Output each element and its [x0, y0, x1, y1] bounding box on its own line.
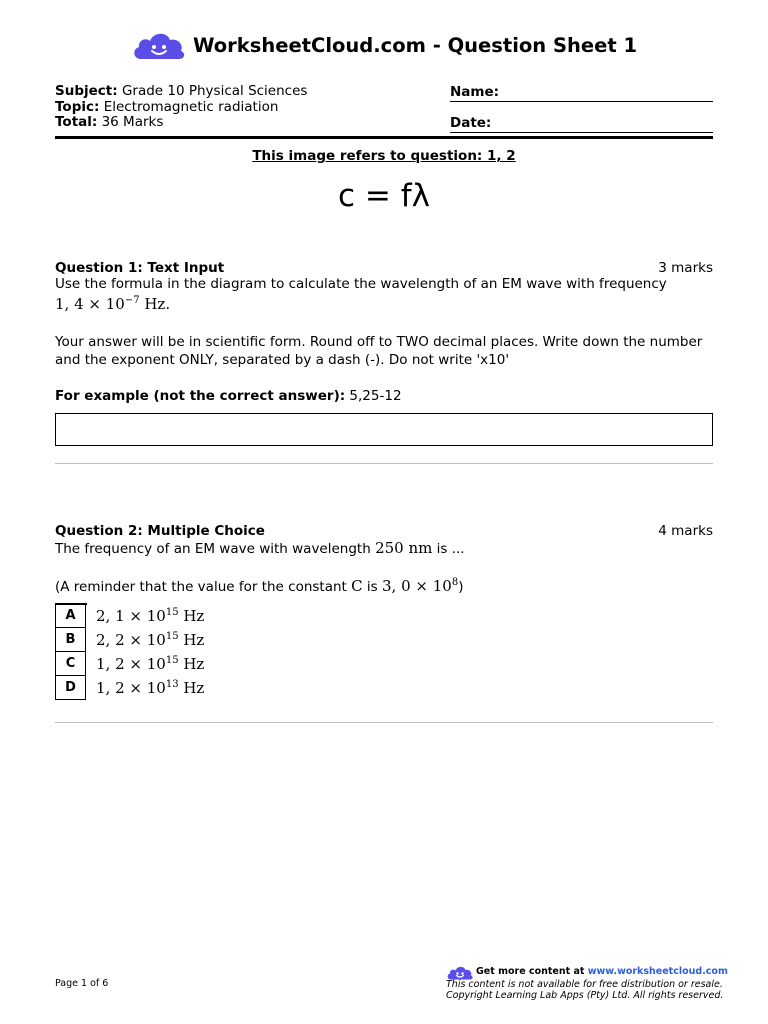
q2-reminder-value — [382, 577, 458, 595]
choice-base: 2, 1 × 10 — [96, 606, 166, 625]
q1-answer-input[interactable] — [55, 413, 713, 446]
q2-stem-end: is ... — [432, 541, 465, 557]
q2-reminder-end: ) — [458, 579, 464, 595]
q2-stem — [55, 539, 465, 557]
q2-divider — [55, 722, 713, 723]
q1-frequency-end: . — [165, 295, 171, 313]
q2-reminder-text: (A reminder that the value for the constant — [55, 579, 352, 595]
choice-unit: Hz — [178, 630, 205, 649]
q2-marks: 4 marks — [658, 523, 713, 539]
choice-text[interactable] — [86, 652, 205, 676]
choice-letter[interactable]: C — [56, 652, 86, 676]
date-label: Date: — [450, 115, 492, 131]
subject-label: Subject: — [55, 83, 118, 99]
choice-option-d[interactable] — [56, 676, 205, 700]
page-title: WorksheetCloud.com - Question Sheet 1 — [192, 33, 638, 57]
q2-reminder — [55, 577, 463, 595]
choice-unit: Hz — [178, 606, 205, 625]
footer-site-link[interactable]: www.worksheetcloud.com — [587, 966, 728, 977]
q1-text-line1: Use the formula in the diagram to calculate the wavelength of an EM wave with frequency — [55, 276, 667, 292]
info-block — [55, 84, 307, 131]
choice-base: 2, 2 × 10 — [96, 630, 166, 649]
q2-title: Question 2: Multiple Choice — [55, 523, 265, 539]
q2-stem-wavelength: 250 nm — [375, 539, 433, 557]
q1-marks: 3 marks — [658, 260, 713, 276]
q1-instructions: Your answer will be in scientific form. Round off to TWO decimal places. Write down the number and the exponent ONLY, separated by a dash (-). Do not write 'x10' — [55, 334, 703, 368]
choice-option-a[interactable] — [56, 604, 205, 628]
q1-example-label: For example (not the correct answer): — [55, 388, 346, 404]
choice-option-b[interactable] — [56, 628, 205, 652]
footer-more-content — [476, 966, 728, 977]
choice-letter[interactable]: B — [56, 628, 86, 652]
name-field-line[interactable] — [450, 101, 713, 102]
footer-notice-1: This content is not available for free distribution or resale. — [446, 979, 723, 990]
q1-title: Question 1: Text Input — [55, 260, 225, 276]
choice-base: 1, 2 × 10 — [96, 678, 166, 697]
date-field-line[interactable] — [450, 132, 713, 133]
image-reference-caption: This image refers to question: 1, 2 — [252, 148, 516, 164]
q1-frequency-unit: Hz — [139, 295, 166, 313]
choice-base: 1, 2 × 10 — [96, 654, 166, 673]
choice-exponent: 13 — [165, 678, 179, 690]
q1-frequency-base: 1, 4 × 10 — [55, 295, 125, 313]
q1-example — [55, 388, 402, 404]
choice-unit: Hz — [178, 654, 205, 673]
choice-unit: Hz — [178, 678, 205, 697]
footer-notice-2: Copyright Learning Lab Apps (Pty) Ltd. All rights reserved. — [446, 990, 724, 1001]
choice-exponent: 15 — [165, 654, 179, 666]
q1-example-value: 5,25-12 — [345, 388, 402, 404]
choice-text[interactable] — [86, 604, 205, 628]
q1-frequency-exponent: −7 — [124, 295, 140, 306]
q1-frequency — [55, 295, 170, 313]
name-label: Name: — [450, 84, 500, 100]
choice-text[interactable] — [86, 676, 205, 700]
total-value: 36 Marks — [101, 114, 164, 130]
q2-reminder-constant: C — [351, 577, 363, 595]
q2-reminder-base: 3, 0 × 10 — [381, 577, 452, 595]
q2-reminder-exponent: 8 — [451, 577, 459, 588]
page-header — [0, 28, 768, 62]
page-number: Page 1 of 6 — [55, 978, 109, 989]
subject-value: Grade 10 Physical Sciences — [121, 83, 308, 99]
q2-choices — [55, 603, 204, 700]
choice-exponent: 15 — [165, 630, 179, 642]
topic-label: Topic: — [55, 98, 100, 115]
choice-option-c[interactable] — [56, 652, 205, 676]
smiling-cloud-icon — [131, 29, 187, 61]
q2-stem-text: The frequency of an EM wave with wavelength — [55, 541, 376, 557]
topic-value: Electromagnetic radiation — [103, 98, 279, 115]
footer-more-label: Get more content at — [476, 966, 588, 977]
total-label: Total: — [55, 114, 98, 130]
formula-image: c = fλ — [338, 178, 430, 214]
q2-reminder-mid: is — [362, 579, 382, 595]
q1-divider — [55, 463, 713, 464]
choice-letter[interactable]: D — [56, 676, 86, 700]
choice-exponent: 15 — [165, 606, 179, 618]
header-divider — [55, 136, 713, 139]
choice-letter[interactable]: A — [56, 604, 86, 628]
choice-text[interactable] — [86, 628, 205, 652]
